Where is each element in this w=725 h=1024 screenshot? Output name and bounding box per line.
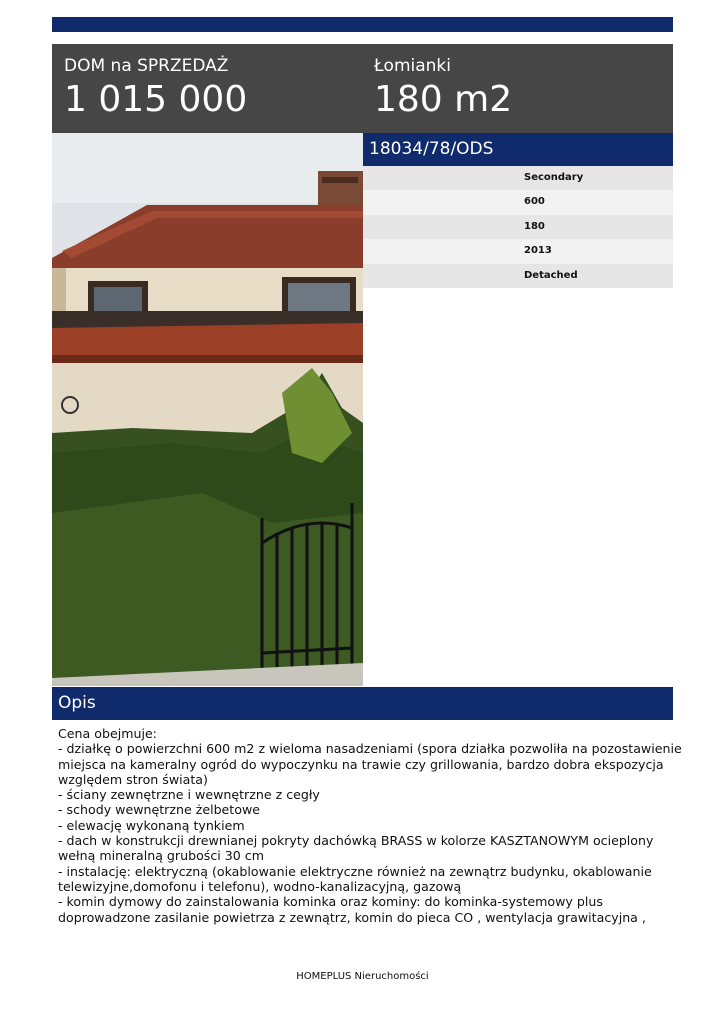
listing-price: 1 015 000 bbox=[64, 79, 248, 120]
reference-number: 18034/78/ODS bbox=[363, 133, 673, 166]
description-line: względem stron świata) bbox=[58, 771, 208, 787]
description-line: - instalację: elektryczną (okablowanie elektryczne również na zewnątrz budynku, okablowanie bbox=[58, 863, 652, 879]
description-title: Opis bbox=[52, 687, 673, 720]
listing-header bbox=[52, 44, 673, 133]
spec-row-building-type: Detached bbox=[363, 264, 673, 288]
header-right bbox=[374, 56, 512, 120]
description-line: doprowadzone zasilanie powietrza z zewnątrz, komin do pieca CO , wentylacja grawitacyjna , bbox=[58, 909, 646, 925]
footer-agency: HOMEPLUS Nieruchomości bbox=[296, 971, 429, 982]
description-line: - działkę o powierzchni 600 m2 z wieloma nasadzeniami (spora działka pozwoliła na pozostawienie bbox=[58, 741, 682, 757]
spec-row-year-built: 2013 bbox=[363, 239, 673, 263]
description-line: - dach w konstrukcji drewnianej pokryty dachówką BRASS w kolorze KASZTANOWYM ocieplony bbox=[58, 833, 654, 849]
house-photo bbox=[52, 133, 363, 686]
spec-row-market: Secondary bbox=[363, 166, 673, 190]
description-line: Cena obejmuje: bbox=[58, 726, 157, 741]
description-line: - elewację wykonaną tynkiem bbox=[58, 817, 245, 833]
listing-location: Łomianki bbox=[374, 56, 451, 76]
listing-type: DOM na SPRZEDAŻ bbox=[64, 56, 229, 76]
listing-area: 180 m2 bbox=[374, 79, 513, 120]
description-line: - schody wewnętrzne żelbetowe bbox=[58, 802, 260, 818]
description-line: - ściany zewnętrzne i wewnętrzne z cegły bbox=[58, 787, 320, 803]
spec-row-plot-area: 600 bbox=[363, 190, 673, 214]
description-line: miejsca na kameralny ogród do wypoczynku na trawie czy grillowania, bardzo dobra ekspozycja bbox=[58, 756, 664, 772]
spec-row-usable-area: 180 bbox=[363, 215, 673, 239]
description-line: wełną mineralną grubości 30 cm bbox=[58, 848, 264, 864]
top-accent-bar bbox=[52, 17, 673, 32]
description-text bbox=[58, 726, 682, 925]
spec-table bbox=[363, 166, 673, 288]
description-line: - komin dymowy do zainstalowania kominka oraz kominy: do kominka-systemowy plus bbox=[58, 894, 603, 910]
description-line: telewizyjne,domofonu i telefonu), wodno-kanalizacyjną, gazową bbox=[58, 878, 462, 894]
header-left bbox=[64, 56, 247, 120]
